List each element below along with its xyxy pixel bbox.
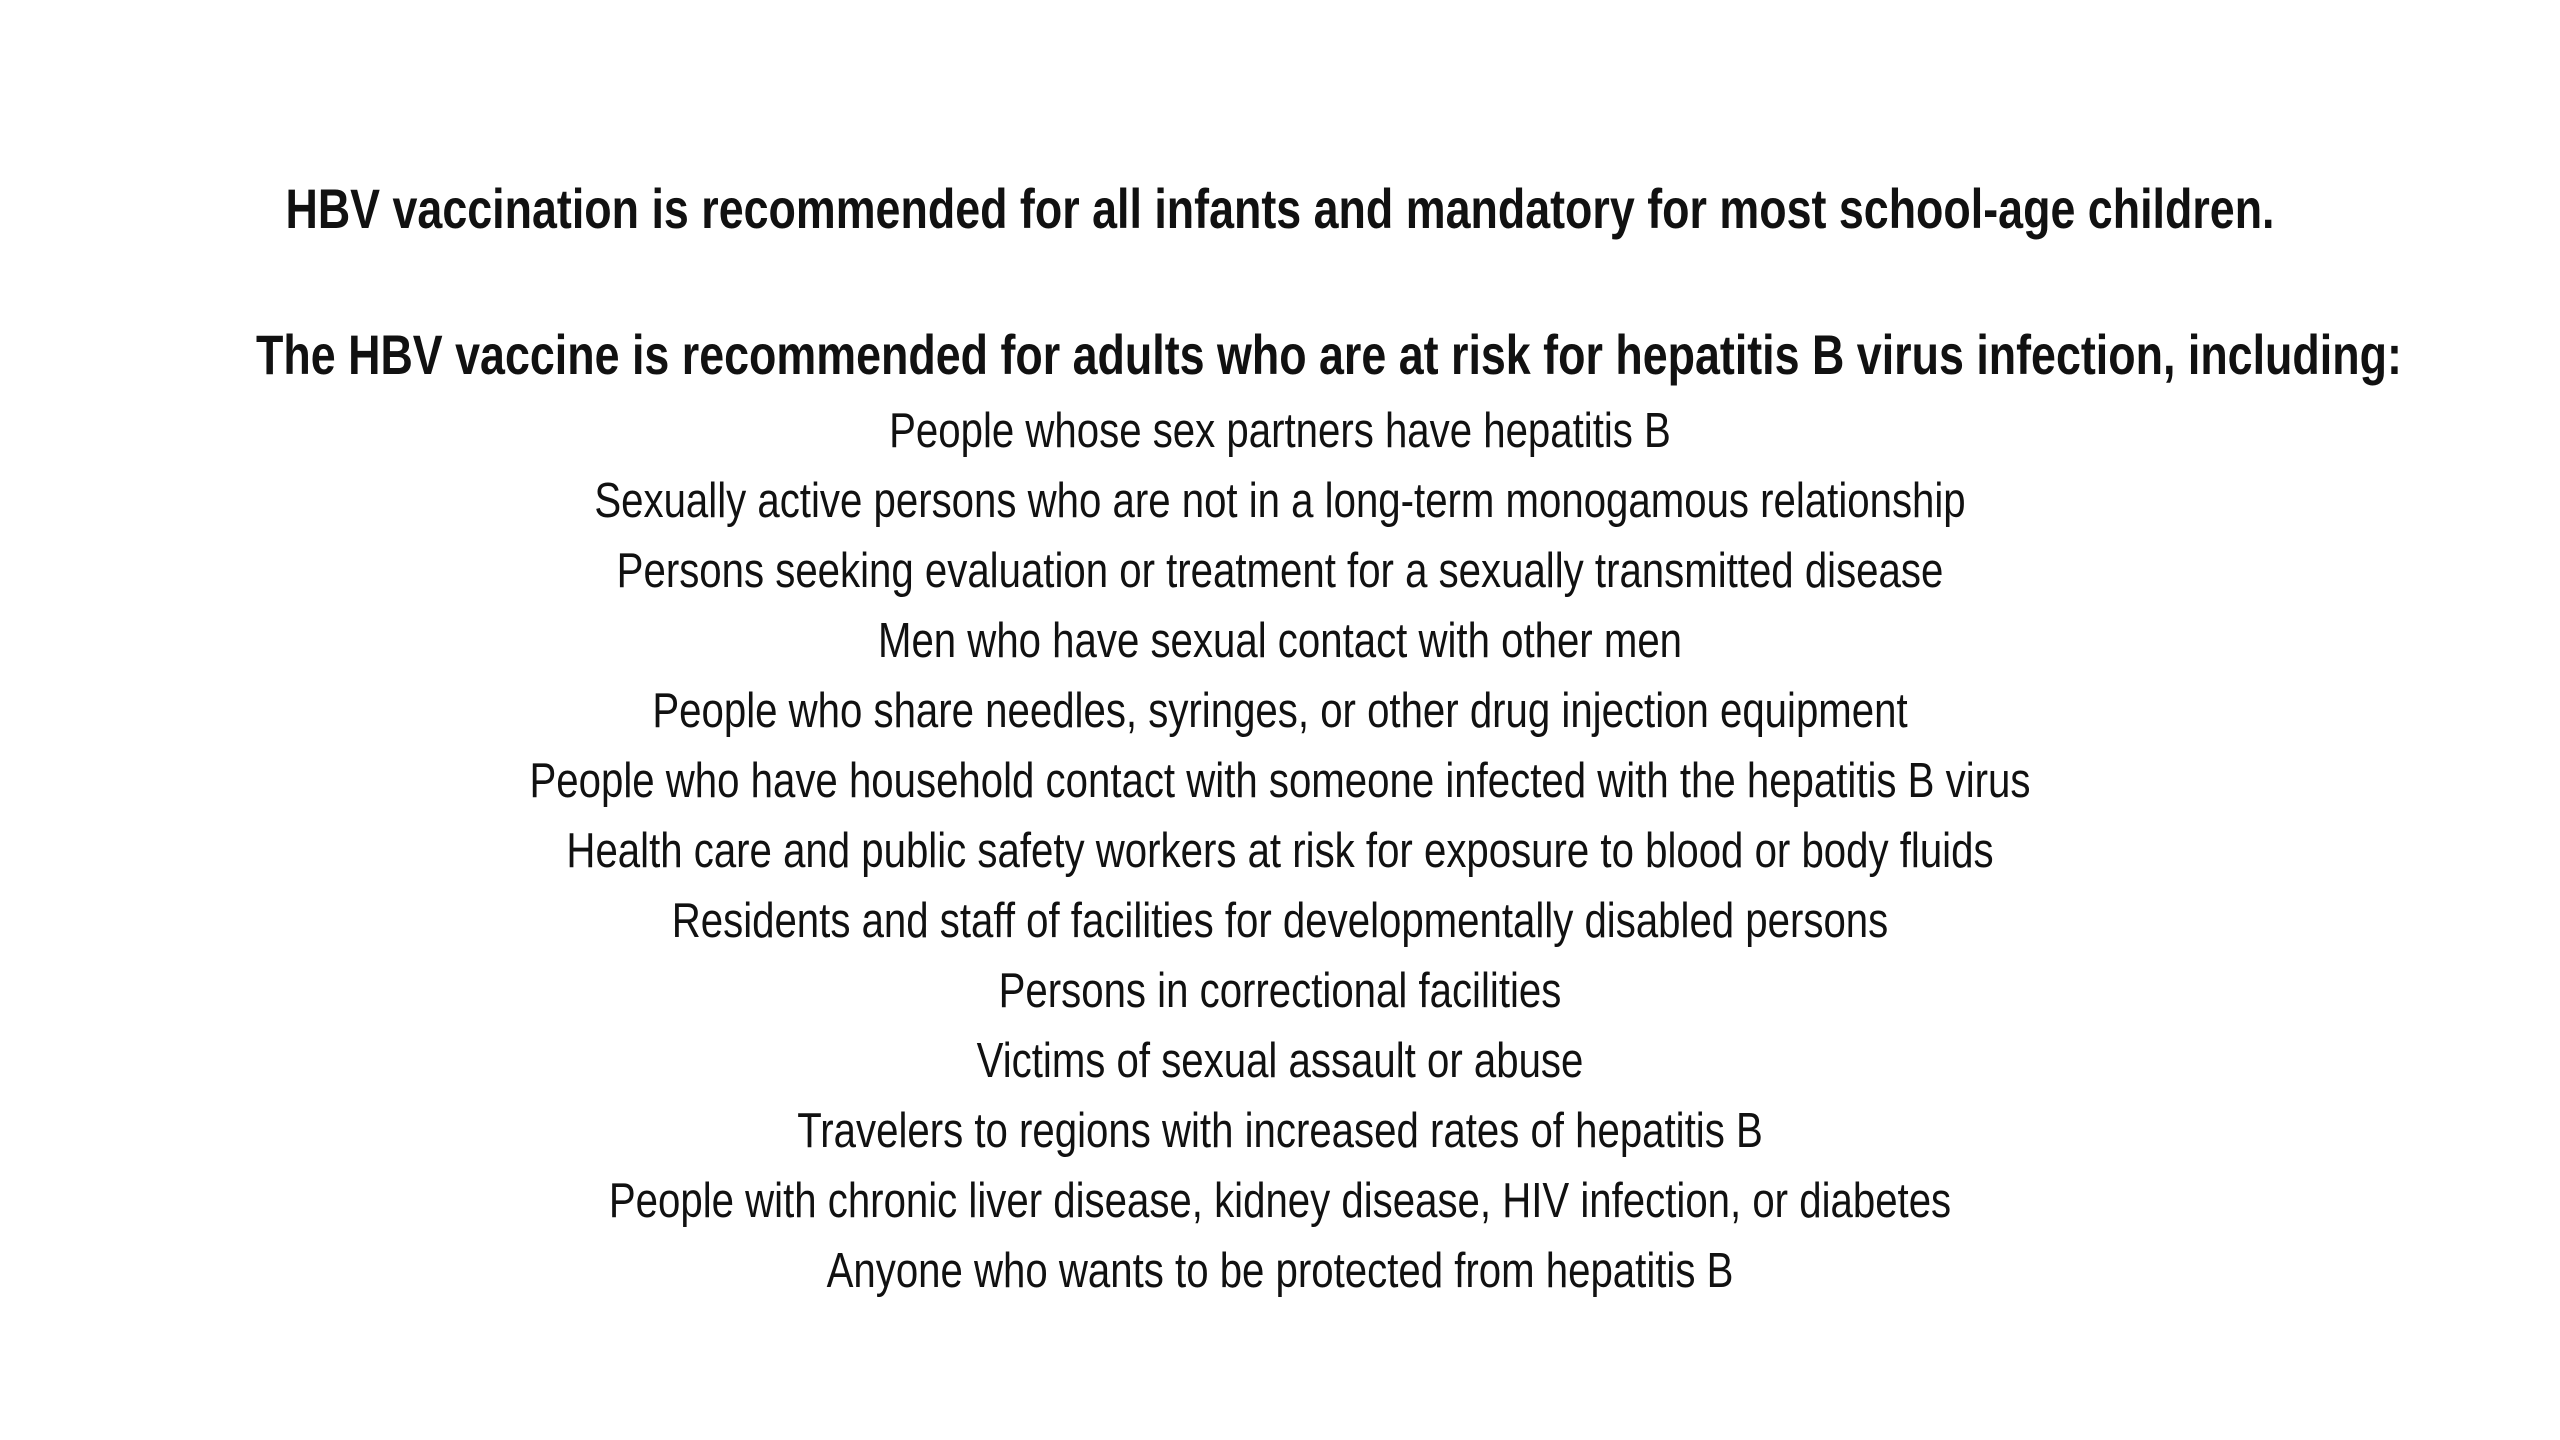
risk-group-item: Anyone who wants to be protected from hepatitis B	[826, 1244, 1734, 1298]
risk-group-item: Travelers to regions with increased rates of hepatitis B	[797, 1104, 1763, 1158]
risk-group-list	[0, 396, 2560, 1306]
risk-group-item: Victims of sexual assault or abuse	[976, 1034, 1584, 1088]
risk-group-item: People with chronic liver disease, kidney disease, HIV infection, or diabetes	[608, 1174, 1952, 1228]
infant-vaccination-headline: HBV vaccination is recommended for all infants and mandatory for most school-age children.	[285, 177, 2275, 240]
risk-group-item: People who share needles, syringes, or other drug injection equipment	[652, 684, 1908, 738]
risk-group-item: Men who have sexual contact with other men	[877, 614, 1683, 668]
risk-group-item: People whose sex partners have hepatitis B	[889, 404, 1671, 458]
adult-risk-groups-heading: The HBV vaccine is recommended for adults who are at risk for hepatitis B virus infection, including:	[256, 323, 2402, 386]
risk-group-item: Persons seeking evaluation or treatment for a sexually transmitted disease	[616, 544, 1944, 598]
risk-group-item: Sexually active persons who are not in a long-term monogamous relationship	[594, 474, 1966, 528]
risk-group-item: Persons in correctional facilities	[998, 964, 1562, 1018]
risk-group-item: People who have household contact with someone infected with the hepatitis B virus	[529, 754, 2031, 808]
risk-group-item: Residents and staff of facilities for developmentally disabled persons	[671, 894, 1889, 948]
risk-group-item: Health care and public safety workers at risk for exposure to blood or body fluids	[566, 824, 1994, 878]
